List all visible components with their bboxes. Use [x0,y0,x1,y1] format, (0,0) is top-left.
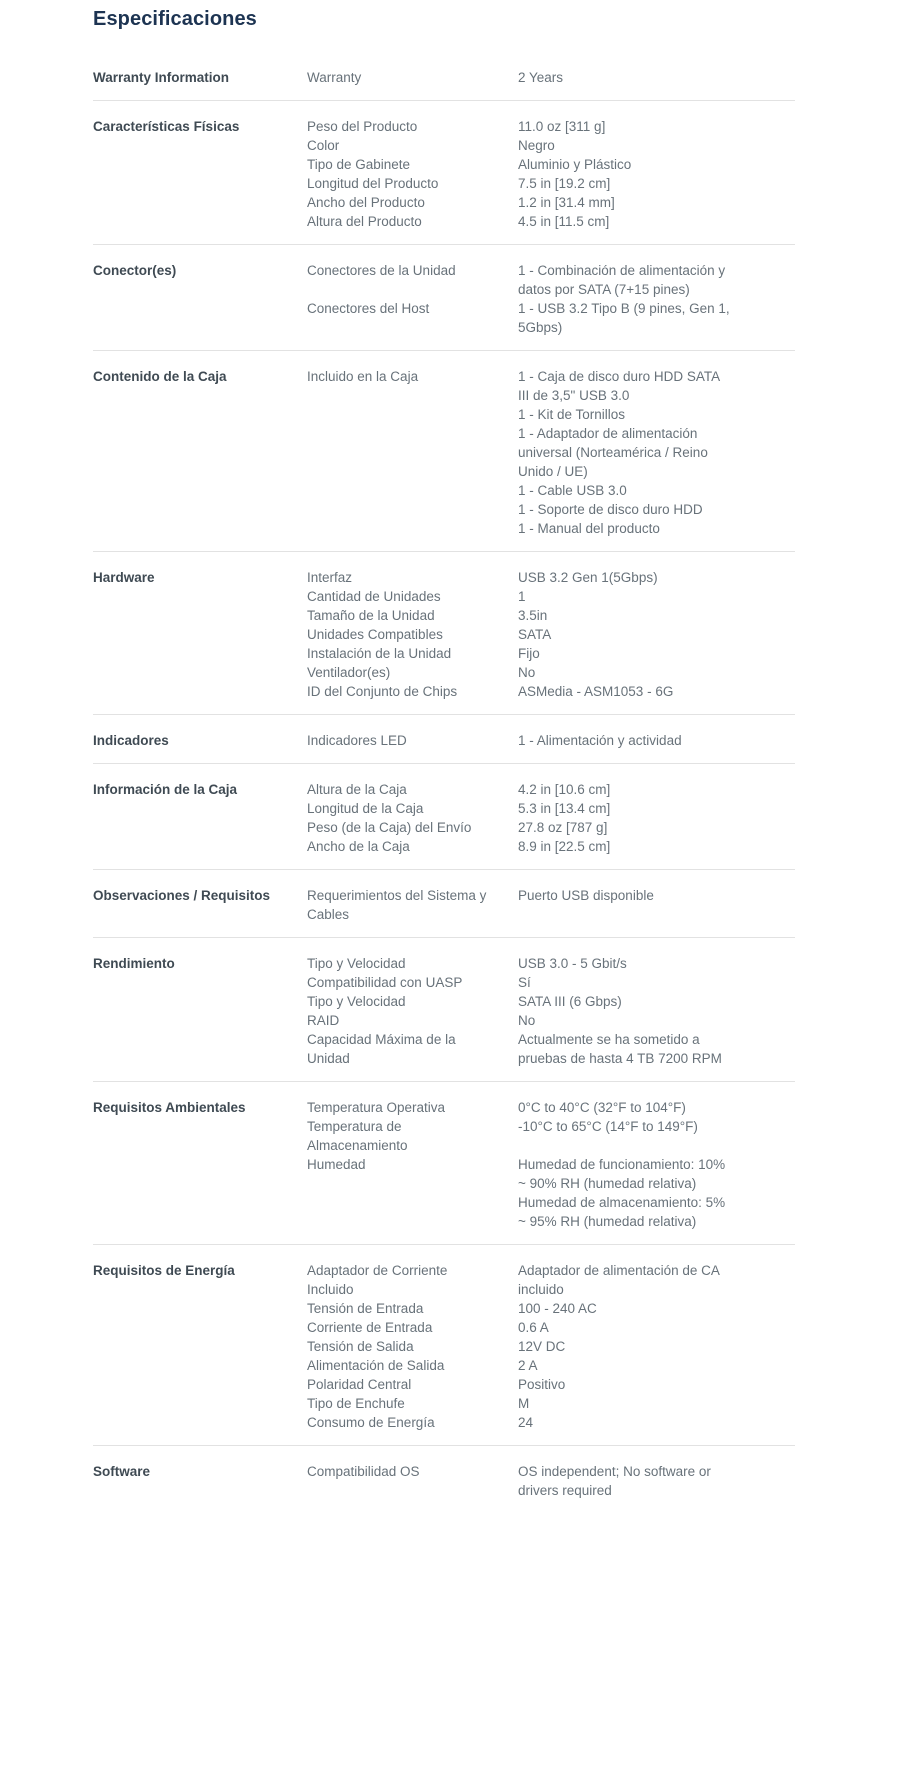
spec-row-value [518,299,733,337]
spec-row-label: RAID [307,1013,340,1028]
spec-row-value [518,644,733,663]
spec-value-line: Sí [518,975,531,990]
spec-value-line: USB 3.0 - 5 Gbit/s [518,956,627,971]
spec-section-title: Warranty Information [93,70,230,85]
spec-row [307,1462,795,1500]
spec-row-label: Interfaz [307,570,353,585]
spec-row [307,587,795,606]
spec-value-line: No [518,665,536,680]
spec-value-line: Puerto USB disponible [518,888,654,903]
spec-value-line: 1 - Kit de Tornillos [518,407,626,422]
spec-section [93,869,795,937]
spec-value-line: 1.2 in [31.4 mm] [518,195,615,210]
spec-value-line: SATA III (6 Gbps) [518,994,622,1009]
spec-row [307,1299,795,1318]
spec-row-label: Tipo y Velocidad [307,994,406,1009]
spec-row [307,212,795,231]
spec-value-line: 12V DC [518,1339,566,1354]
spec-row-value [518,1356,733,1375]
spec-value-line: 1 - Caja de disco duro HDD SATA III de 3,5" USB 3.0 [518,369,720,403]
spec-row-value [518,568,733,587]
spec-row [307,606,795,625]
spec-row-value [518,606,733,625]
spec-value-line: 0°C to 40°C (32°F to 104°F) [518,1100,686,1115]
spec-value-line: Humedad de almacenamiento: 5% ~ 95% RH (humedad relativa) [518,1195,726,1229]
spec-row-label: Capacidad Máxima de la Unidad [307,1032,456,1066]
spec-row-value [518,663,733,682]
spec-row-label: Ventilador(es) [307,665,391,680]
spec-value-line: USB 3.2 Gen 1(5Gbps) [518,570,658,585]
spec-section-title: Requisitos de Energía [93,1263,235,1278]
spec-value-line: Negro [518,138,555,153]
spec-row [307,682,795,701]
spec-value-line: 1 - Cable USB 3.0 [518,483,627,498]
spec-section [93,937,795,1081]
spec-rows [307,731,795,750]
spec-row [307,1337,795,1356]
spec-row [307,299,795,337]
spec-row-label: Indicadores LED [307,733,407,748]
spec-row [307,1117,795,1155]
spec-row-label: Ancho de la Caja [307,839,410,854]
spec-row-label: Compatibilidad con UASP [307,975,463,990]
spec-value-line: 1 - Manual del producto [518,521,660,536]
spec-section-title: Hardware [93,570,155,585]
spec-value-line: 27.8 oz [787 g] [518,820,608,835]
spec-row [307,117,795,136]
spec-row-value [518,1117,733,1136]
spec-row [307,1375,795,1394]
spec-row-value [518,1394,733,1413]
spec-value-line: Fijo [518,646,540,661]
spec-row-value [518,1155,733,1231]
spec-row [307,818,795,837]
spec-row-label: Tensión de Salida [307,1339,414,1354]
spec-row-label: Humedad [307,1157,366,1172]
spec-row-value [518,1337,733,1356]
spec-row [307,644,795,663]
spec-row-label: Corriente de Entrada [307,1320,433,1335]
spec-row-label: Tipo y Velocidad [307,956,406,971]
spec-row-label: Longitud del Producto [307,176,439,191]
spec-row-value [518,212,733,231]
spec-section [93,763,795,869]
spec-section [93,551,795,714]
spec-value-line: 4.5 in [11.5 cm] [518,214,610,229]
spec-row-label: Consumo de Energía [307,1415,435,1430]
spec-rows [307,117,795,231]
spec-section [93,1244,795,1445]
page-title: Especificaciones [93,8,257,30]
spec-section-title: Conector(es) [93,263,177,278]
spec-row-label: Adaptador de Corriente Incluido [307,1263,448,1297]
spec-value-line: 2 Years [518,70,564,85]
spec-row [307,625,795,644]
spec-row-label: Requerimientos del Sistema y Cables [307,888,487,922]
spec-row [307,1356,795,1375]
spec-value-line: 11.0 oz [311 g] [518,119,606,134]
spec-row-value [518,261,733,299]
spec-value-line: OS independent; No software or drivers required [518,1464,711,1498]
spec-row-value [518,136,733,155]
spec-row-value [518,731,733,750]
spec-rows [307,1462,795,1500]
spec-row-label: Conectores de la Unidad [307,263,456,278]
spec-section [93,350,795,551]
spec-row [307,886,795,924]
spec-row-value [518,367,733,538]
spec-row-value [518,117,733,136]
spec-rows [307,954,795,1068]
spec-value-line: 0.6 A [518,1320,549,1335]
spec-value-line: 5.3 in [13.4 cm] [518,801,611,816]
spec-value-line: 1 - Adaptador de alimentación universal (Norteamérica / Reino Unido / UE) [518,426,708,479]
spec-row [307,136,795,155]
spec-row [307,174,795,193]
spec-row-value [518,1261,733,1299]
spec-value-line: 1 - Combinación de alimentación y datos por SATA (7+15 pines) [518,263,726,297]
spec-value-line: 7.5 in [19.2 cm] [518,176,611,191]
spec-value-line: 1 - Soporte de disco duro HDD [518,502,703,517]
spec-row-value [518,193,733,212]
spec-row [307,1030,795,1068]
spec-row-label: Ancho del Producto [307,195,425,210]
spec-value-line: 2 A [518,1358,538,1373]
spec-row-value [518,799,733,818]
spec-row-value [518,1098,733,1117]
spec-value-line: 4.2 in [10.6 cm] [518,782,611,797]
spec-row [307,1098,795,1117]
spec-rows [307,1261,795,1432]
spec-row-label: Alimentación de Salida [307,1358,445,1373]
spec-row-label: Compatibilidad OS [307,1464,420,1479]
spec-row-label: Peso (de la Caja) del Envío [307,820,472,835]
spec-rows [307,568,795,701]
spec-row-label: Unidades Compatibles [307,627,443,642]
spec-row-value [518,1030,733,1068]
spec-row-value [518,625,733,644]
spec-row-label: Tipo de Gabinete [307,157,411,172]
spec-row [307,799,795,818]
spec-row-value [518,155,733,174]
spec-value-line: SATA [518,627,552,642]
spec-section [93,1445,795,1513]
spec-value-line: -10°C to 65°C (14°F to 149°F) [518,1119,698,1134]
spec-section [93,714,795,763]
spec-section [93,1081,795,1244]
spec-row-value [518,1462,733,1500]
spec-row-value [518,1413,733,1432]
spec-value-line: No [518,1013,536,1028]
spec-row [307,1155,795,1231]
spec-row [307,1318,795,1337]
spec-row [307,1261,795,1299]
spec-row [307,568,795,587]
spec-rows [307,261,795,337]
spec-row [307,155,795,174]
spec-section-title: Características Físicas [93,119,240,134]
spec-row-value [518,954,733,973]
spec-section-title: Software [93,1464,151,1479]
spec-row [307,973,795,992]
spec-row-value [518,973,733,992]
spec-row-label: Instalación de la Unidad [307,646,452,661]
spec-value-line: Positivo [518,1377,566,1392]
spec-section-title: Observaciones / Requisitos [93,888,271,903]
spec-row-label: Tamaño de la Unidad [307,608,435,623]
spec-row [307,1011,795,1030]
spec-section-title: Rendimiento [93,956,175,971]
spec-value-line: 8.9 in [22.5 cm] [518,839,611,854]
spec-value-line: 24 [518,1415,534,1430]
spec-row [307,663,795,682]
spec-row-label: Tensión de Entrada [307,1301,424,1316]
spec-section-title: Indicadores [93,733,169,748]
spec-rows [307,780,795,856]
spec-rows [307,68,795,87]
spec-row-label: Longitud de la Caja [307,801,424,816]
spec-row-value [518,837,733,856]
spec-value-line: 1 - USB 3.2 Tipo B (9 pines, Gen 1, 5Gbps) [518,301,730,335]
spec-row-label: Temperatura de Almacenamiento [307,1119,408,1153]
spec-row-value [518,886,733,905]
spec-row [307,731,795,750]
spec-row-label: Tipo de Enchufe [307,1396,405,1411]
spec-row-label: Peso del Producto [307,119,418,134]
spec-rows [307,367,795,538]
spec-row-value [518,780,733,799]
spec-row-label: Conectores del Host [307,301,430,316]
spec-value-line: 1 [518,589,526,604]
spec-value-line: 100 - 240 AC [518,1301,597,1316]
spec-row-value [518,1011,733,1030]
spec-section-title: Contenido de la Caja [93,369,227,384]
spec-section-title: Información de la Caja [93,782,238,797]
spec-row-label: Polaridad Central [307,1377,412,1392]
spec-rows [307,886,795,924]
spec-row-label: Temperatura Operativa [307,1100,446,1115]
spec-value-line: 1 - Alimentación y actividad [518,733,682,748]
spec-row-value [518,992,733,1011]
spec-row-value [518,174,733,193]
spec-row [307,68,795,87]
spec-row-label: Incluido en la Caja [307,369,419,384]
spec-row [307,261,795,299]
spec-row-value [518,68,733,87]
spec-value-line: ASMedia - ASM1053 - 6G [518,684,674,699]
spec-row-value [518,818,733,837]
spec-row [307,992,795,1011]
spec-value-line: Actualmente se ha sometido a pruebas de hasta 4 TB 7200 RPM [518,1032,722,1066]
spec-row [307,1394,795,1413]
spec-row-value [518,1318,733,1337]
spec-section [93,244,795,350]
spec-row-value [518,1375,733,1394]
spec-row-label: Warranty [307,70,362,85]
spec-row-label: Altura de la Caja [307,782,407,797]
spec-row [307,954,795,973]
spec-row-value [518,682,733,701]
spec-row-label: Altura del Producto [307,214,422,229]
spec-value-line: 3.5in [518,608,548,623]
spec-value-line: Adaptador de alimentación de CA incluido [518,1263,720,1297]
spec-row [307,1413,795,1432]
spec-rows [307,1098,795,1231]
specifications-table [93,52,795,1513]
spec-row [307,367,795,538]
spec-row [307,837,795,856]
spec-row-value [518,1299,733,1318]
spec-section [93,52,795,100]
spec-row-label: ID del Conjunto de Chips [307,684,458,699]
spec-row [307,193,795,212]
spec-row-value [518,587,733,606]
spec-row [307,780,795,799]
spec-value-line: M [518,1396,530,1411]
spec-value-line: Aluminio y Plástico [518,157,632,172]
spec-section [93,100,795,244]
spec-value-line: Humedad de funcionamiento: 10% ~ 90% RH (humedad relativa) [518,1157,726,1191]
spec-section-title: Requisitos Ambientales [93,1100,246,1115]
spec-row-label: Cantidad de Unidades [307,589,441,604]
spec-row-label: Color [307,138,340,153]
